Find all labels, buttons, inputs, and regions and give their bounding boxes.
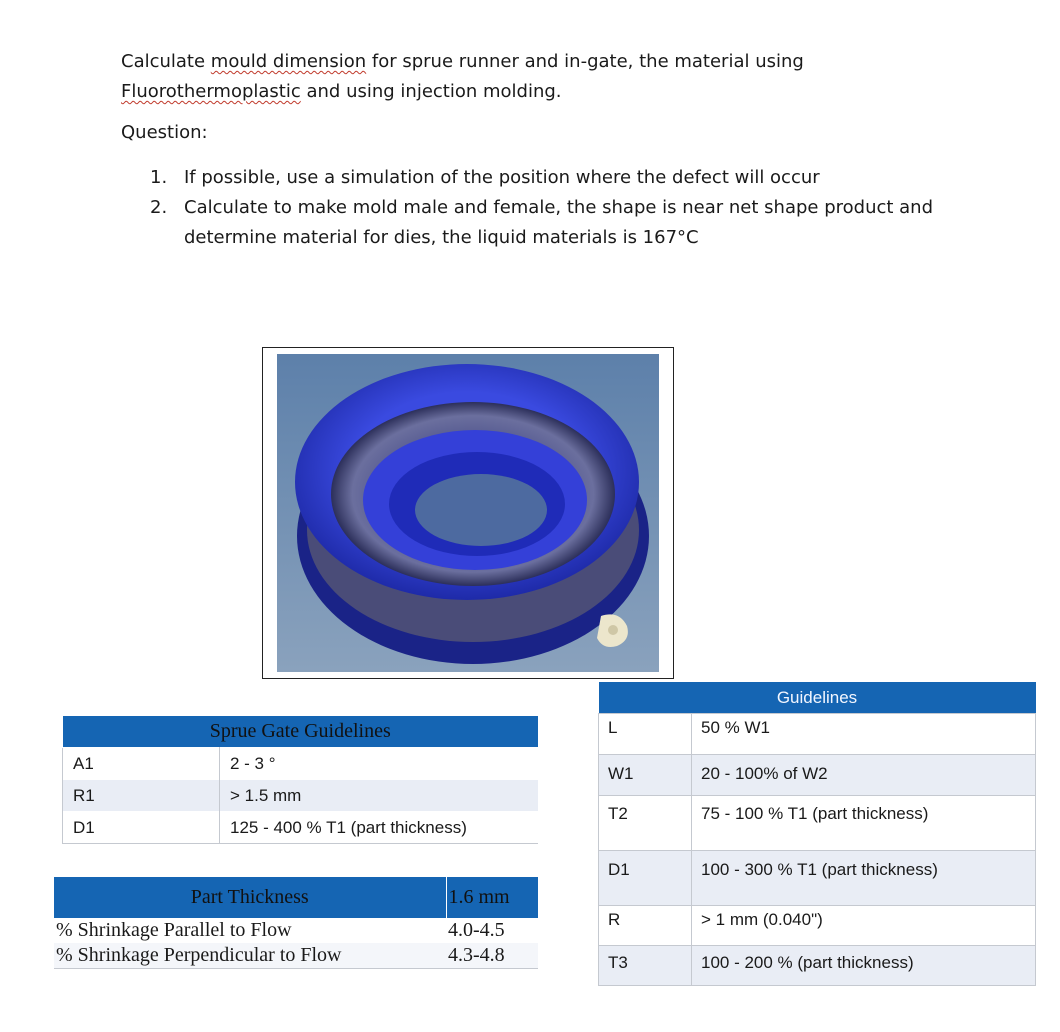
spell-check-flag[interactable]: mould dimension — [210, 51, 367, 72]
table-cell: D1 — [599, 851, 692, 906]
part-thickness-table — [54, 877, 538, 969]
table-cell: 125 - 400 % T1 (part thickness) — [220, 812, 539, 844]
list-item-text: If possible, use a simulation of the position where the defect will occur — [184, 167, 820, 188]
list-item-text: Calculate to make mold male and female, the shape is near net shape product and determine material for dies, the liquid materials is 167°C — [184, 197, 934, 248]
table-row — [599, 796, 1036, 851]
table-cell: T3 — [599, 946, 692, 986]
part-thickness-value: 1.6 mm — [446, 877, 538, 918]
intro-line-1: Calculate mould dimension for sprue runner and in-gate, the material using — [121, 51, 804, 72]
spool-center-hole — [415, 474, 547, 546]
table-row — [63, 748, 539, 780]
table-row — [63, 780, 539, 812]
intro-paragraph — [121, 47, 941, 107]
table-cell: 50 % W1 — [692, 714, 1036, 755]
table-cell: > 1 mm (0.040") — [692, 906, 1036, 946]
table-row — [599, 755, 1036, 796]
table-row — [54, 943, 538, 969]
table-cell: W1 — [599, 755, 692, 796]
intro-line-2: Fluorothermoplastic and using injection molding. — [121, 81, 562, 102]
table-row — [63, 812, 539, 844]
spell-check-flag[interactable]: Fluorothermoplastic — [121, 81, 301, 102]
table-row — [599, 946, 1036, 986]
table-cell: 100 - 300 % T1 (part thickness) — [692, 851, 1036, 906]
part-thickness-header: Part Thickness — [54, 877, 446, 918]
table-cell: 2 - 3 ° — [220, 748, 539, 780]
list-number: 2. — [150, 197, 168, 218]
question-label: Question: — [121, 122, 208, 143]
guidelines-table-title: Guidelines — [599, 682, 1036, 714]
sprue-table-title: Sprue Gate Guidelines — [63, 716, 539, 748]
table-cell: D1 — [63, 812, 220, 844]
table-cell: % Shrinkage Perpendicular to Flow — [54, 943, 446, 969]
table-cell: > 1.5 mm — [220, 780, 539, 812]
wire-clip-hole — [608, 625, 618, 635]
spool-photo-frame[interactable] — [262, 347, 674, 679]
table-cell: R1 — [63, 780, 220, 812]
question-list — [150, 163, 950, 253]
table-cell: % Shrinkage Parallel to Flow — [54, 918, 446, 943]
table-row — [599, 851, 1036, 906]
table-cell: 75 - 100 % T1 (part thickness) — [692, 796, 1036, 851]
guidelines-table — [598, 682, 1036, 986]
table-cell: A1 — [63, 748, 220, 780]
list-number: 1. — [150, 167, 168, 188]
table-cell: 100 - 200 % (part thickness) — [692, 946, 1036, 986]
table-cell: 20 - 100% of W2 — [692, 755, 1036, 796]
list-item — [150, 193, 950, 253]
list-item — [150, 163, 950, 193]
table-cell: 4.0-4.5 — [446, 918, 538, 943]
spool-photo — [277, 354, 659, 672]
table-row — [599, 906, 1036, 946]
table-cell: T2 — [599, 796, 692, 851]
table-cell: L — [599, 714, 692, 755]
table-row — [599, 714, 1036, 755]
table-cell: R — [599, 906, 692, 946]
table-cell: 4.3-4.8 — [446, 943, 538, 969]
sprue-gate-table — [62, 716, 538, 844]
table-row — [54, 918, 538, 943]
